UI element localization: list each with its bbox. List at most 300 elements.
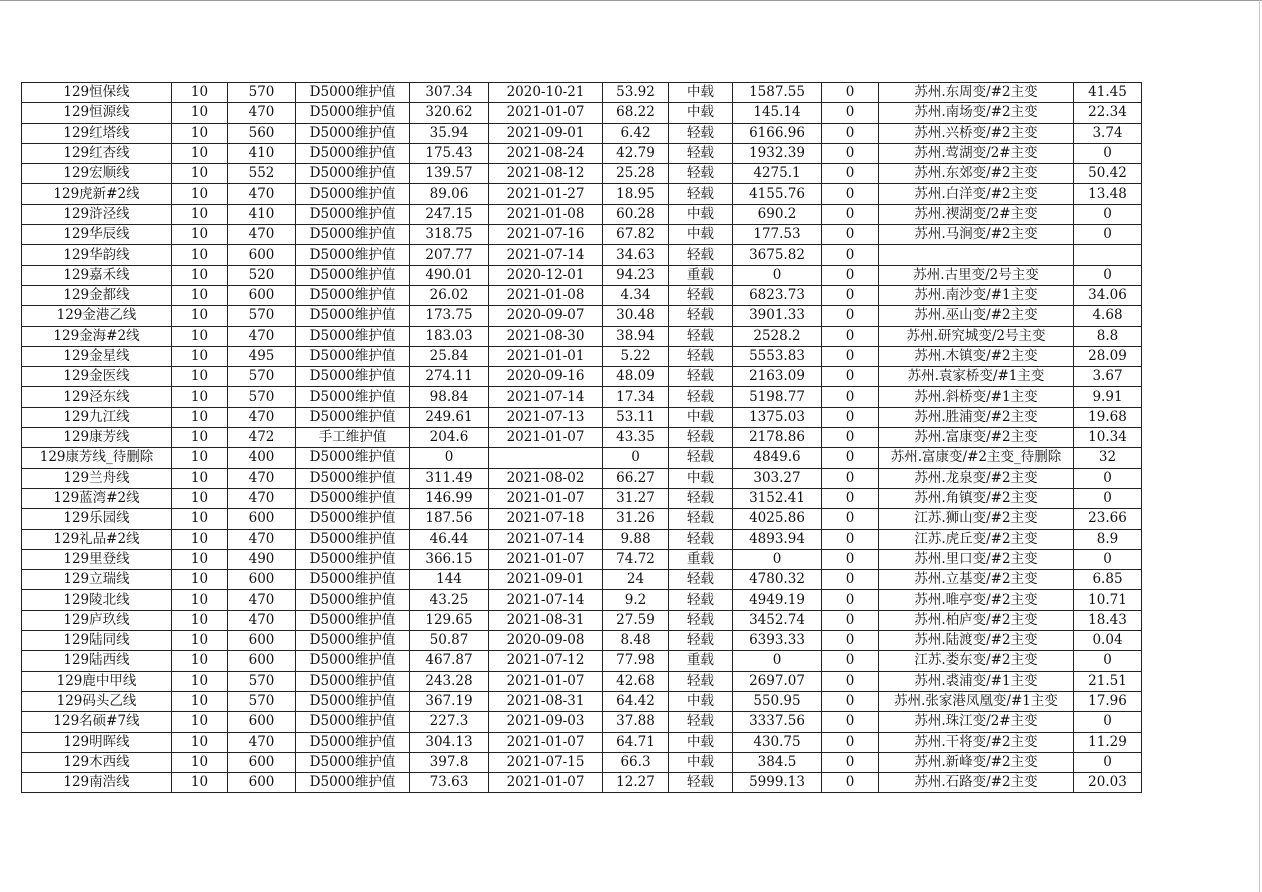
date-cell[interactable]: 2021-09-01 [489, 123, 603, 143]
date-cell[interactable]: 2021-08-12 [489, 164, 603, 184]
load-rate-cell[interactable]: 66.27 [603, 468, 669, 488]
count-cell[interactable]: 0 [822, 529, 879, 549]
transformer-cell[interactable]: 苏州.张家港凤凰变/#1主变 [879, 691, 1074, 711]
voltage-cell[interactable]: 10 [172, 285, 228, 305]
voltage-cell[interactable]: 10 [172, 549, 228, 569]
voltage-cell[interactable]: 10 [172, 671, 228, 691]
load-status-cell[interactable]: 轻载 [669, 123, 733, 143]
voltage-cell[interactable]: 10 [172, 306, 228, 326]
count-cell[interactable]: 0 [822, 143, 879, 163]
date-cell[interactable]: 2021-01-07 [489, 732, 603, 752]
line-name-cell[interactable]: 129金都线 [22, 285, 172, 305]
voltage-cell[interactable]: 10 [172, 346, 228, 366]
margin-cell[interactable]: 2163.09 [733, 367, 822, 387]
transformer-cell[interactable]: 苏州.柏庐变/#2主变 [879, 610, 1074, 630]
line-name-cell[interactable]: 129宏顺线 [22, 164, 172, 184]
load-status-cell[interactable]: 重载 [669, 651, 733, 671]
margin-cell[interactable]: 4025.86 [733, 509, 822, 529]
load-value-cell[interactable]: 274.11 [410, 367, 489, 387]
count-cell[interactable]: 0 [822, 204, 879, 224]
capacity-cell[interactable]: 570 [228, 671, 296, 691]
load-rate-cell[interactable]: 64.71 [603, 732, 669, 752]
capacity-cell[interactable]: 470 [228, 103, 296, 123]
voltage-cell[interactable]: 10 [172, 570, 228, 590]
transformer-cell[interactable]: 苏州.唯亭变/#2主变 [879, 590, 1074, 610]
capacity-cell[interactable]: 600 [228, 570, 296, 590]
load-value-cell[interactable]: 207.77 [410, 245, 489, 265]
margin-cell[interactable]: 6393.33 [733, 631, 822, 651]
date-cell[interactable]: 2020-12-01 [489, 265, 603, 285]
load-value-cell[interactable]: 249.61 [410, 407, 489, 427]
load-rate-cell[interactable]: 9.88 [603, 529, 669, 549]
transformer-rate-cell[interactable]: 0 [1074, 204, 1142, 224]
count-cell[interactable]: 0 [822, 245, 879, 265]
load-status-cell[interactable]: 中载 [669, 468, 733, 488]
capacity-cell[interactable]: 472 [228, 428, 296, 448]
line-name-cell[interactable]: 129陆西线 [22, 651, 172, 671]
load-value-cell[interactable]: 89.06 [410, 184, 489, 204]
voltage-cell[interactable]: 10 [172, 123, 228, 143]
margin-cell[interactable]: 4893.94 [733, 529, 822, 549]
transformer-cell[interactable]: 苏州.木镇变/#2主变 [879, 346, 1074, 366]
load-value-cell[interactable]: 50.87 [410, 631, 489, 651]
load-value-cell[interactable]: 175.43 [410, 143, 489, 163]
count-cell[interactable]: 0 [822, 306, 879, 326]
load-status-cell[interactable]: 中载 [669, 407, 733, 427]
margin-cell[interactable]: 5999.13 [733, 773, 822, 793]
count-cell[interactable]: 0 [822, 265, 879, 285]
capacity-cell[interactable]: 600 [228, 509, 296, 529]
source-cell[interactable]: D5000维护值 [296, 143, 410, 163]
capacity-cell[interactable]: 490 [228, 549, 296, 569]
transformer-rate-cell[interactable]: 32 [1074, 448, 1142, 468]
count-cell[interactable]: 0 [822, 184, 879, 204]
line-name-cell[interactable]: 129里登线 [22, 549, 172, 569]
transformer-cell[interactable]: 苏州.东周变/#2主变 [879, 83, 1074, 103]
load-status-cell[interactable]: 轻载 [669, 164, 733, 184]
transformer-rate-cell[interactable]: 34.06 [1074, 285, 1142, 305]
date-cell[interactable]: 2021-01-08 [489, 285, 603, 305]
load-value-cell[interactable]: 204.6 [410, 428, 489, 448]
transformer-cell[interactable]: 苏州.白洋变/#2主变 [879, 184, 1074, 204]
load-value-cell[interactable]: 25.84 [410, 346, 489, 366]
source-cell[interactable]: D5000维护值 [296, 752, 410, 772]
source-cell[interactable]: D5000维护值 [296, 610, 410, 630]
line-name-cell[interactable]: 129九江线 [22, 407, 172, 427]
load-status-cell[interactable]: 轻载 [669, 448, 733, 468]
margin-cell[interactable]: 4849.6 [733, 448, 822, 468]
capacity-cell[interactable]: 410 [228, 143, 296, 163]
source-cell[interactable]: D5000维护值 [296, 184, 410, 204]
date-cell[interactable]: 2021-07-14 [489, 245, 603, 265]
line-name-cell[interactable]: 129嘉禾线 [22, 265, 172, 285]
load-rate-cell[interactable]: 27.59 [603, 610, 669, 630]
transformer-rate-cell[interactable]: 28.09 [1074, 346, 1142, 366]
load-value-cell[interactable]: 397.8 [410, 752, 489, 772]
transformer-rate-cell[interactable]: 4.68 [1074, 306, 1142, 326]
load-rate-cell[interactable]: 18.95 [603, 184, 669, 204]
transformer-cell[interactable]: 苏州.古里变/2号主变 [879, 265, 1074, 285]
load-rate-cell[interactable]: 34.63 [603, 245, 669, 265]
voltage-cell[interactable]: 10 [172, 143, 228, 163]
source-cell[interactable]: D5000维护值 [296, 631, 410, 651]
line-name-cell[interactable]: 129恒保线 [22, 83, 172, 103]
load-status-cell[interactable]: 中载 [669, 691, 733, 711]
load-status-cell[interactable]: 中载 [669, 204, 733, 224]
load-status-cell[interactable]: 重载 [669, 549, 733, 569]
transformer-rate-cell[interactable]: 0 [1074, 752, 1142, 772]
capacity-cell[interactable]: 570 [228, 691, 296, 711]
date-cell[interactable]: 2021-01-01 [489, 346, 603, 366]
source-cell[interactable]: D5000维护值 [296, 346, 410, 366]
date-cell[interactable]: 2021-01-08 [489, 204, 603, 224]
count-cell[interactable]: 0 [822, 631, 879, 651]
source-cell[interactable]: D5000维护值 [296, 671, 410, 691]
capacity-cell[interactable]: 600 [228, 651, 296, 671]
voltage-cell[interactable]: 10 [172, 651, 228, 671]
capacity-cell[interactable]: 600 [228, 285, 296, 305]
voltage-cell[interactable]: 10 [172, 326, 228, 346]
load-rate-cell[interactable]: 31.26 [603, 509, 669, 529]
transformer-cell[interactable]: 苏州.富康变/#2主变 [879, 428, 1074, 448]
capacity-cell[interactable]: 560 [228, 123, 296, 143]
voltage-cell[interactable]: 10 [172, 407, 228, 427]
date-cell[interactable]: 2021-09-03 [489, 712, 603, 732]
load-rate-cell[interactable]: 6.42 [603, 123, 669, 143]
source-cell[interactable]: D5000维护值 [296, 732, 410, 752]
line-name-cell[interactable]: 129陵北线 [22, 590, 172, 610]
date-cell[interactable]: 2021-08-24 [489, 143, 603, 163]
transformer-cell[interactable]: 苏州.珠江变/2#主变 [879, 712, 1074, 732]
margin-cell[interactable]: 0 [733, 651, 822, 671]
transformer-rate-cell[interactable]: 10.71 [1074, 590, 1142, 610]
date-cell[interactable]: 2021-08-02 [489, 468, 603, 488]
load-value-cell[interactable]: 139.57 [410, 164, 489, 184]
transformer-rate-cell[interactable]: 0 [1074, 143, 1142, 163]
line-name-cell[interactable]: 129恒源线 [22, 103, 172, 123]
load-value-cell[interactable]: 73.63 [410, 773, 489, 793]
load-rate-cell[interactable]: 42.79 [603, 143, 669, 163]
date-cell[interactable]: 2021-07-18 [489, 509, 603, 529]
transformer-cell[interactable]: 苏州.新峰变/#2主变 [879, 752, 1074, 772]
source-cell[interactable]: D5000维护值 [296, 103, 410, 123]
load-status-cell[interactable]: 轻载 [669, 712, 733, 732]
date-cell[interactable]: 2020-10-21 [489, 83, 603, 103]
load-status-cell[interactable]: 轻载 [669, 570, 733, 590]
voltage-cell[interactable]: 10 [172, 610, 228, 630]
load-rate-cell[interactable]: 8.48 [603, 631, 669, 651]
transformer-cell[interactable]: 苏州.斜桥变/#1主变 [879, 387, 1074, 407]
load-rate-cell[interactable]: 68.22 [603, 103, 669, 123]
load-value-cell[interactable]: 311.49 [410, 468, 489, 488]
source-cell[interactable]: D5000维护值 [296, 306, 410, 326]
load-status-cell[interactable]: 中载 [669, 83, 733, 103]
transformer-cell[interactable]: 苏州.干将变/#2主变 [879, 732, 1074, 752]
date-cell[interactable]: 2021-08-31 [489, 610, 603, 630]
source-cell[interactable]: D5000维护值 [296, 285, 410, 305]
transformer-rate-cell[interactable]: 0 [1074, 468, 1142, 488]
source-cell[interactable]: D5000维护值 [296, 204, 410, 224]
load-status-cell[interactable]: 轻载 [669, 610, 733, 630]
transformer-rate-cell[interactable]: 0 [1074, 488, 1142, 508]
transformer-rate-cell[interactable]: 0 [1074, 712, 1142, 732]
load-value-cell[interactable]: 467.87 [410, 651, 489, 671]
load-rate-cell[interactable]: 37.88 [603, 712, 669, 732]
line-name-cell[interactable]: 129明晖线 [22, 732, 172, 752]
date-cell[interactable]: 2021-07-12 [489, 651, 603, 671]
load-value-cell[interactable]: 227.3 [410, 712, 489, 732]
line-name-cell[interactable]: 129礼品#2线 [22, 529, 172, 549]
source-cell[interactable]: D5000维护值 [296, 529, 410, 549]
load-value-cell[interactable]: 144 [410, 570, 489, 590]
line-name-cell[interactable]: 129蓝湾#2线 [22, 488, 172, 508]
transformer-rate-cell[interactable]: 0 [1074, 549, 1142, 569]
load-value-cell[interactable]: 318.75 [410, 225, 489, 245]
transformer-cell[interactable]: 江苏.娄东变/#2主变 [879, 651, 1074, 671]
capacity-cell[interactable]: 520 [228, 265, 296, 285]
transformer-rate-cell[interactable]: 0.04 [1074, 631, 1142, 651]
voltage-cell[interactable]: 10 [172, 225, 228, 245]
count-cell[interactable]: 0 [822, 509, 879, 529]
count-cell[interactable]: 0 [822, 732, 879, 752]
load-status-cell[interactable]: 轻载 [669, 306, 733, 326]
margin-cell[interactable]: 3337.56 [733, 712, 822, 732]
count-cell[interactable]: 0 [822, 326, 879, 346]
transformer-rate-cell[interactable]: 21.51 [1074, 671, 1142, 691]
date-cell[interactable]: 2020-09-16 [489, 367, 603, 387]
transformer-cell[interactable]: 苏州.龙泉变/#2主变 [879, 468, 1074, 488]
voltage-cell[interactable]: 10 [172, 488, 228, 508]
count-cell[interactable]: 0 [822, 570, 879, 590]
transformer-rate-cell[interactable]: 10.34 [1074, 428, 1142, 448]
transformer-cell[interactable]: 苏州.角镇变/#2主变 [879, 488, 1074, 508]
line-name-cell[interactable]: 129华韵线 [22, 245, 172, 265]
load-status-cell[interactable]: 轻载 [669, 529, 733, 549]
margin-cell[interactable]: 4780.32 [733, 570, 822, 590]
line-name-cell[interactable]: 129木西线 [22, 752, 172, 772]
transformer-rate-cell[interactable]: 0 [1074, 265, 1142, 285]
load-status-cell[interactable]: 轻载 [669, 671, 733, 691]
date-cell[interactable]: 2021-07-15 [489, 752, 603, 772]
load-status-cell[interactable]: 轻载 [669, 387, 733, 407]
margin-cell[interactable]: 550.95 [733, 691, 822, 711]
line-name-cell[interactable]: 129立瑞线 [22, 570, 172, 590]
transformer-cell[interactable]: 苏州.袁家桥变/#1主变 [879, 367, 1074, 387]
count-cell[interactable]: 0 [822, 83, 879, 103]
load-rate-cell[interactable]: 74.72 [603, 549, 669, 569]
load-status-cell[interactable]: 轻载 [669, 285, 733, 305]
capacity-cell[interactable]: 470 [228, 407, 296, 427]
voltage-cell[interactable]: 10 [172, 732, 228, 752]
count-cell[interactable]: 0 [822, 752, 879, 772]
load-rate-cell[interactable]: 25.28 [603, 164, 669, 184]
margin-cell[interactable]: 5198.77 [733, 387, 822, 407]
source-cell[interactable]: D5000维护值 [296, 123, 410, 143]
margin-cell[interactable]: 2697.07 [733, 671, 822, 691]
date-cell[interactable]: 2021-01-07 [489, 488, 603, 508]
date-cell[interactable]: 2021-07-16 [489, 225, 603, 245]
transformer-rate-cell[interactable]: 19.68 [1074, 407, 1142, 427]
line-name-cell[interactable]: 129乐园线 [22, 509, 172, 529]
capacity-cell[interactable]: 470 [228, 732, 296, 752]
margin-cell[interactable]: 1932.39 [733, 143, 822, 163]
margin-cell[interactable]: 145.14 [733, 103, 822, 123]
margin-cell[interactable]: 0 [733, 549, 822, 569]
line-name-cell[interactable]: 129码头乙线 [22, 691, 172, 711]
line-name-cell[interactable]: 129浒泾线 [22, 204, 172, 224]
date-cell[interactable]: 2021-08-30 [489, 326, 603, 346]
margin-cell[interactable]: 2528.2 [733, 326, 822, 346]
load-value-cell[interactable]: 320.62 [410, 103, 489, 123]
load-status-cell[interactable]: 重载 [669, 265, 733, 285]
capacity-cell[interactable]: 600 [228, 712, 296, 732]
margin-cell[interactable]: 0 [733, 265, 822, 285]
count-cell[interactable]: 0 [822, 671, 879, 691]
transformer-cell[interactable]: 苏州.研究城变/2号主变 [879, 326, 1074, 346]
count-cell[interactable]: 0 [822, 773, 879, 793]
load-status-cell[interactable]: 中载 [669, 752, 733, 772]
load-value-cell[interactable]: 183.03 [410, 326, 489, 346]
load-rate-cell[interactable]: 48.09 [603, 367, 669, 387]
line-name-cell[interactable]: 129陆同线 [22, 631, 172, 651]
line-name-cell[interactable]: 129华辰线 [22, 225, 172, 245]
load-value-cell[interactable]: 26.02 [410, 285, 489, 305]
source-cell[interactable]: D5000维护值 [296, 509, 410, 529]
count-cell[interactable]: 0 [822, 712, 879, 732]
load-value-cell[interactable]: 35.94 [410, 123, 489, 143]
source-cell[interactable]: D5000维护值 [296, 245, 410, 265]
load-status-cell[interactable]: 轻载 [669, 773, 733, 793]
voltage-cell[interactable]: 10 [172, 509, 228, 529]
count-cell[interactable]: 0 [822, 448, 879, 468]
load-rate-cell[interactable]: 4.34 [603, 285, 669, 305]
load-rate-cell[interactable]: 64.42 [603, 691, 669, 711]
source-cell[interactable]: D5000维护值 [296, 773, 410, 793]
transformer-rate-cell[interactable]: 8.9 [1074, 529, 1142, 549]
transformer-cell[interactable]: 苏州.南沙变/#1主变 [879, 285, 1074, 305]
load-status-cell[interactable]: 轻载 [669, 367, 733, 387]
capacity-cell[interactable]: 470 [228, 610, 296, 630]
transformer-rate-cell[interactable]: 20.03 [1074, 773, 1142, 793]
transformer-cell[interactable]: 苏州.南场变/#2主变 [879, 103, 1074, 123]
transformer-cell[interactable]: 苏州.巫山变/#2主变 [879, 306, 1074, 326]
transformer-rate-cell[interactable]: 13.48 [1074, 184, 1142, 204]
line-name-cell[interactable]: 129康芳线 [22, 428, 172, 448]
count-cell[interactable]: 0 [822, 123, 879, 143]
count-cell[interactable]: 0 [822, 468, 879, 488]
date-cell[interactable]: 2021-07-14 [489, 387, 603, 407]
load-value-cell[interactable]: 307.34 [410, 83, 489, 103]
capacity-cell[interactable]: 600 [228, 245, 296, 265]
load-rate-cell[interactable]: 43.35 [603, 428, 669, 448]
source-cell[interactable]: D5000维护值 [296, 326, 410, 346]
voltage-cell[interactable]: 10 [172, 184, 228, 204]
capacity-cell[interactable]: 400 [228, 448, 296, 468]
voltage-cell[interactable]: 10 [172, 529, 228, 549]
voltage-cell[interactable]: 10 [172, 468, 228, 488]
line-name-cell[interactable]: 129庐玖线 [22, 610, 172, 630]
voltage-cell[interactable]: 10 [172, 590, 228, 610]
margin-cell[interactable]: 4949.19 [733, 590, 822, 610]
source-cell[interactable]: D5000维护值 [296, 387, 410, 407]
transformer-rate-cell[interactable]: 23.66 [1074, 509, 1142, 529]
source-cell[interactable]: D5000维护值 [296, 225, 410, 245]
load-value-cell[interactable]: 46.44 [410, 529, 489, 549]
transformer-cell[interactable]: 苏州.马涧变/#2主变 [879, 225, 1074, 245]
load-value-cell[interactable]: 146.99 [410, 488, 489, 508]
load-rate-cell[interactable]: 0 [603, 448, 669, 468]
capacity-cell[interactable]: 570 [228, 306, 296, 326]
transformer-cell[interactable]: 苏州.莺湖变/2#主变 [879, 143, 1074, 163]
count-cell[interactable]: 0 [822, 407, 879, 427]
line-name-cell[interactable]: 129康芳线_待删除 [22, 448, 172, 468]
margin-cell[interactable]: 4155.76 [733, 184, 822, 204]
line-name-cell[interactable]: 129金星线 [22, 346, 172, 366]
capacity-cell[interactable]: 570 [228, 367, 296, 387]
voltage-cell[interactable]: 10 [172, 265, 228, 285]
voltage-cell[interactable]: 10 [172, 631, 228, 651]
capacity-cell[interactable]: 600 [228, 752, 296, 772]
load-rate-cell[interactable]: 67.82 [603, 225, 669, 245]
load-status-cell[interactable]: 中载 [669, 732, 733, 752]
margin-cell[interactable]: 6166.96 [733, 123, 822, 143]
transformer-cell[interactable] [879, 245, 1074, 265]
source-cell[interactable]: D5000维护值 [296, 691, 410, 711]
line-name-cell[interactable]: 129南浩线 [22, 773, 172, 793]
voltage-cell[interactable]: 10 [172, 103, 228, 123]
margin-cell[interactable]: 384.5 [733, 752, 822, 772]
source-cell[interactable]: D5000维护值 [296, 549, 410, 569]
margin-cell[interactable]: 4275.1 [733, 164, 822, 184]
transformer-rate-cell[interactable]: 9.91 [1074, 387, 1142, 407]
date-cell[interactable]: 2021-07-13 [489, 407, 603, 427]
count-cell[interactable]: 0 [822, 367, 879, 387]
transformer-cell[interactable]: 江苏.虎丘变/#2主变 [879, 529, 1074, 549]
source-cell[interactable]: D5000维护值 [296, 468, 410, 488]
load-value-cell[interactable]: 490.01 [410, 265, 489, 285]
source-cell[interactable]: D5000维护值 [296, 83, 410, 103]
margin-cell[interactable]: 177.53 [733, 225, 822, 245]
source-cell[interactable]: D5000维护值 [296, 407, 410, 427]
count-cell[interactable]: 0 [822, 549, 879, 569]
load-value-cell[interactable]: 304.13 [410, 732, 489, 752]
transformer-rate-cell[interactable]: 17.96 [1074, 691, 1142, 711]
load-value-cell[interactable]: 0 [410, 448, 489, 468]
load-rate-cell[interactable]: 66.3 [603, 752, 669, 772]
transformer-rate-cell[interactable]: 6.85 [1074, 570, 1142, 590]
line-name-cell[interactable]: 129金医线 [22, 367, 172, 387]
transformer-rate-cell[interactable]: 3.67 [1074, 367, 1142, 387]
voltage-cell[interactable]: 10 [172, 387, 228, 407]
date-cell[interactable]: 2021-01-07 [489, 671, 603, 691]
line-name-cell[interactable]: 129红杏线 [22, 143, 172, 163]
load-rate-cell[interactable]: 42.68 [603, 671, 669, 691]
capacity-cell[interactable]: 570 [228, 83, 296, 103]
voltage-cell[interactable]: 10 [172, 752, 228, 772]
load-value-cell[interactable]: 367.19 [410, 691, 489, 711]
voltage-cell[interactable]: 10 [172, 448, 228, 468]
count-cell[interactable]: 0 [822, 428, 879, 448]
count-cell[interactable]: 0 [822, 387, 879, 407]
load-status-cell[interactable]: 中载 [669, 225, 733, 245]
load-rate-cell[interactable]: 94.23 [603, 265, 669, 285]
margin-cell[interactable]: 1375.03 [733, 407, 822, 427]
date-cell[interactable]: 2020-09-07 [489, 306, 603, 326]
transformer-cell[interactable]: 苏州.富康变/#2主变_待删除 [879, 448, 1074, 468]
line-name-cell[interactable]: 129金海#2线 [22, 326, 172, 346]
transformer-cell[interactable]: 苏州.胜浦变/#2主变 [879, 407, 1074, 427]
count-cell[interactable]: 0 [822, 590, 879, 610]
